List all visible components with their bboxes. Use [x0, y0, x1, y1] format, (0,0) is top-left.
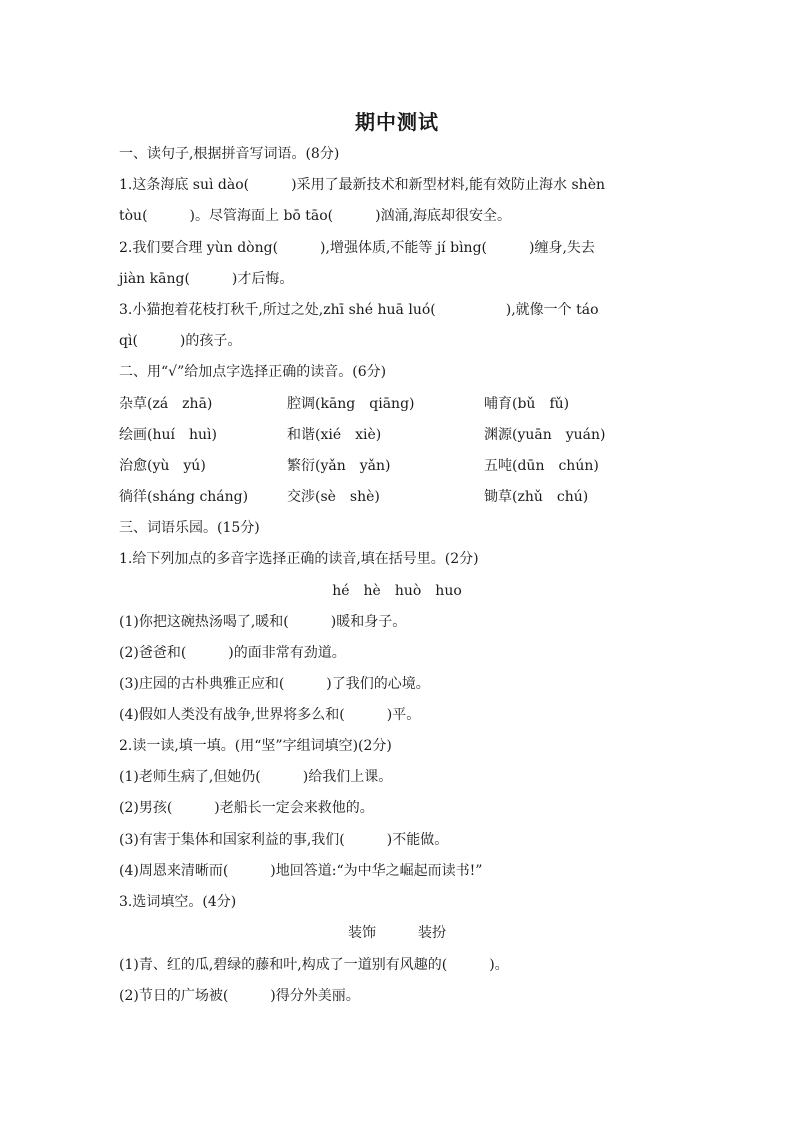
- question-item: (4)周恩来清晰而( )地回答道:“为中华之崛起而读书!”: [119, 863, 483, 879]
- section-1-heading: 一、读句子,根据拼音写词语。(8分): [119, 146, 340, 162]
- pinyin-choice-item: 渊源(yuān yuán): [484, 427, 606, 443]
- section-2-heading: 二、用“√”给加点字选择正确的读音。(6分): [119, 364, 387, 380]
- question-item: (2)爸爸和( )的面非常有劲道。: [119, 645, 346, 661]
- pinyin-choice-item: 腔调(kāng qiāng): [287, 396, 415, 412]
- pinyin-choice-item: 治愈(yù yú): [119, 458, 206, 474]
- question-prompt: 3.选词填空。(4分): [119, 894, 237, 910]
- question-line: 1.这条海底 suì dào( )采用了最新技术和新型材料,能有效防止海水 shèn: [119, 177, 605, 193]
- page-title: 期中测试: [355, 110, 439, 134]
- question-item: (3)有害于集体和国家利益的事,我们( )不能做。: [119, 832, 449, 848]
- pinyin-choice-item: 和谐(xié xiè): [287, 427, 382, 443]
- section-3-heading: 三、词语乐园。(15分): [119, 520, 260, 536]
- pinyin-choice-item: 绘画(huí huì): [119, 427, 217, 443]
- question-line: tòu( )。尽管海面上 bō tāo( )汹涌,海底却很安全。: [119, 208, 512, 224]
- pinyin-choice-item: 交涉(sè shè): [287, 489, 380, 505]
- question-item: (2)节日的广场被( )得分外美丽。: [119, 988, 360, 1004]
- pinyin-choice-item: 繁衍(yǎn yǎn): [287, 458, 391, 474]
- pinyin-choice-item: 杂草(zá zhā): [119, 396, 213, 412]
- question-prompt: 1.给下列加点的多音字选择正确的读音,填在括号里。(2分): [119, 551, 479, 567]
- answer-options: hé hè huò huo: [332, 583, 462, 599]
- question-item: (3)庄园的古朴典雅正应和( )了我们的心境。: [119, 676, 430, 692]
- question-item: (2)男孩( )老船长一定会来救他的。: [119, 800, 374, 816]
- question-item: (4)假如人类没有战争,世界将多么和( )平。: [119, 707, 421, 723]
- question-line: 2.我们要合理 yùn dòng( ),增强体质,不能等 jí bìng( )缠身,失去: [119, 240, 595, 256]
- question-item: (1)老师生病了,但她仍( )给我们上课。: [119, 769, 393, 785]
- question-item: (1)青、红的瓜,碧绿的藤和叶,构成了一道别有风趣的( )。: [119, 957, 509, 973]
- pinyin-choice-item: 五吨(dūn chún): [484, 458, 599, 474]
- question-prompt: 2.读一读,填一填。(用“坚”字组词填空)(2分): [119, 738, 392, 754]
- answer-options: 装饰 装扮: [348, 925, 446, 941]
- question-item: (1)你把这碗热汤喝了,暖和( )暖和身子。: [119, 614, 407, 630]
- pinyin-choice-item: 锄草(zhǔ chú): [484, 489, 589, 505]
- question-line: qì( )的孩子。: [119, 333, 242, 349]
- question-line: 3.小猫抱着花枝打秋千,所过之处,zhī shé huā luó( ),就像一个 táo: [119, 302, 599, 318]
- pinyin-choice-item: 徜徉(sháng cháng): [119, 489, 249, 505]
- question-line: jiàn kāng( )才后悔。: [119, 271, 294, 287]
- pinyin-choice-item: 哺育(bǔ fǔ): [484, 396, 570, 412]
